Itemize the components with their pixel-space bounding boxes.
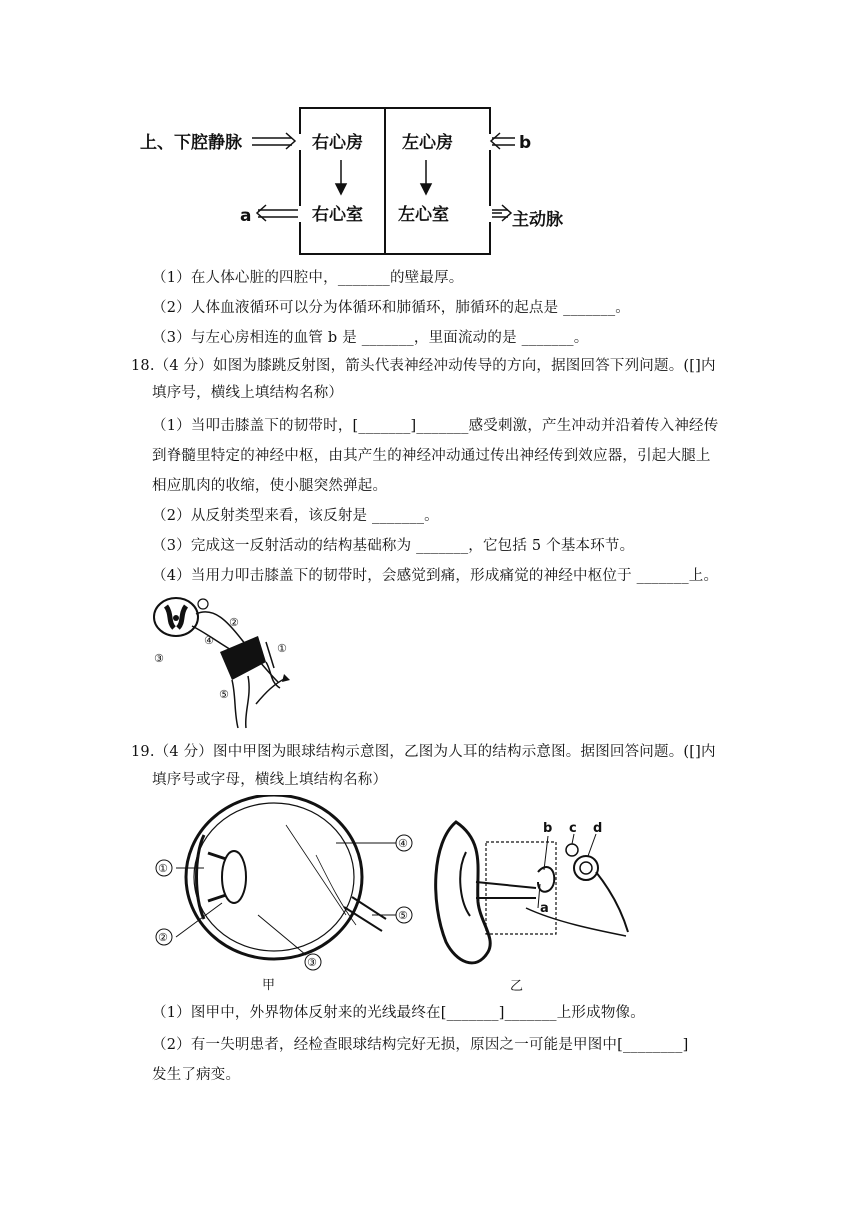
q17-part3: （3）与左心房相连的血管 b 是 _______，里面流动的是 _______。 (152, 330, 589, 346)
ear-label-a: a (540, 901, 549, 916)
q19-part2-line1: （2）有一失明患者，经检查眼球结构完好无损，原因之一可能是甲图中[________] (152, 1037, 689, 1053)
reflex-label-4: ④ (204, 634, 214, 647)
eye-label-5: ⑤ (398, 909, 408, 922)
eye-label-3: ③ (307, 956, 317, 969)
caption-yi: 乙 (510, 979, 524, 994)
ear-label-b: b (543, 821, 553, 836)
q18-part3: （3）完成这一反射活动的结构基础称为 _______，它包括 5 个基本环节。 (152, 538, 635, 554)
ear-diagram (426, 812, 636, 997)
aorta-arrow-icon (492, 205, 511, 221)
caption-jia: 甲 (262, 978, 276, 993)
ear-label-d: d (593, 821, 603, 836)
aorta-label-box (512, 205, 582, 231)
reflex-label-3: ③ (154, 652, 164, 665)
q19-part2-line2: 发生了病变。 (152, 1067, 241, 1083)
q18-stem-line2: 填序号，横线上填结构名称） (152, 385, 344, 401)
q19-stem-line1: 19.（4 分）图中甲图为眼球结构示意图，乙图为人耳的结构示意图。据图回答问题。([]内 (131, 744, 716, 760)
eye-label-4: ④ (398, 837, 408, 850)
reflex-label-1: ① (277, 642, 287, 655)
q18-part4: （4）当用力叩击膝盖下的韧带时，会感觉到痛，形成痛觉的神经中枢位于 _______上。 (152, 568, 719, 584)
q17-part2: （2）人体血液循环可以分为体循环和肺循环，肺循环的起点是 _______。 (152, 300, 630, 316)
q19-part1: （1）图甲中，外界物体反射来的光线最终在[_______]_______上形成物像。 (152, 1005, 645, 1021)
eye-label-1: ① (158, 862, 168, 875)
vena-cava-label: 上、下腔静脉 (140, 133, 242, 153)
b-arrow-icon (491, 133, 515, 149)
q18-part1-line1: （1）当叩击膝盖下的韧带时，[_______]_______感受刺激，产生冲动并沿着传入神经传 (152, 418, 719, 434)
reflex-label-5: ⑤ (219, 688, 229, 701)
q18-part2: （2）从反射类型来看，该反射是 _______。 (152, 508, 439, 524)
left-ventricle-label: 左心室 (398, 205, 449, 225)
q18-part1-line3: 相应肌肉的收缩，使小腿突然弹起。 (152, 478, 388, 494)
q17-part1: （1）在人体心脏的四腔中，_______的壁最厚。 (152, 270, 464, 286)
q18-stem-line1: 18.（4 分）如图为膝跳反射图，箭头代表神经冲动传导的方向，据图回答下列问题。([]内 (131, 358, 716, 374)
eye-label-2: ② (158, 931, 168, 944)
vessel-b-label: b (519, 133, 532, 153)
reflex-label-2: ② (229, 616, 239, 629)
right-atrium-label: 右心房 (312, 133, 363, 153)
right-ventricle-label: 右心室 (312, 205, 363, 225)
left-atrium-label: 左心房 (402, 133, 453, 153)
vena-cava-arrow-icon (252, 133, 295, 149)
a-arrow-icon (257, 205, 298, 221)
q19-stem-line2: 填序号或字母，横线上填结构名称） (152, 772, 388, 788)
q18-part1-line2: 到脊髓里特定的神经中枢，由其产生的神经冲动通过传出神经传到效应器，引起大腿上 (152, 448, 711, 464)
down-arrow-icon (336, 160, 431, 194)
eye-diagram (146, 795, 422, 995)
aorta-label: 主动脉 (512, 210, 563, 230)
knee-reflex-diagram (148, 592, 308, 730)
vessel-a-label: a (240, 206, 252, 226)
heart-diagram (140, 100, 540, 260)
ear-label-c: c (569, 821, 577, 836)
